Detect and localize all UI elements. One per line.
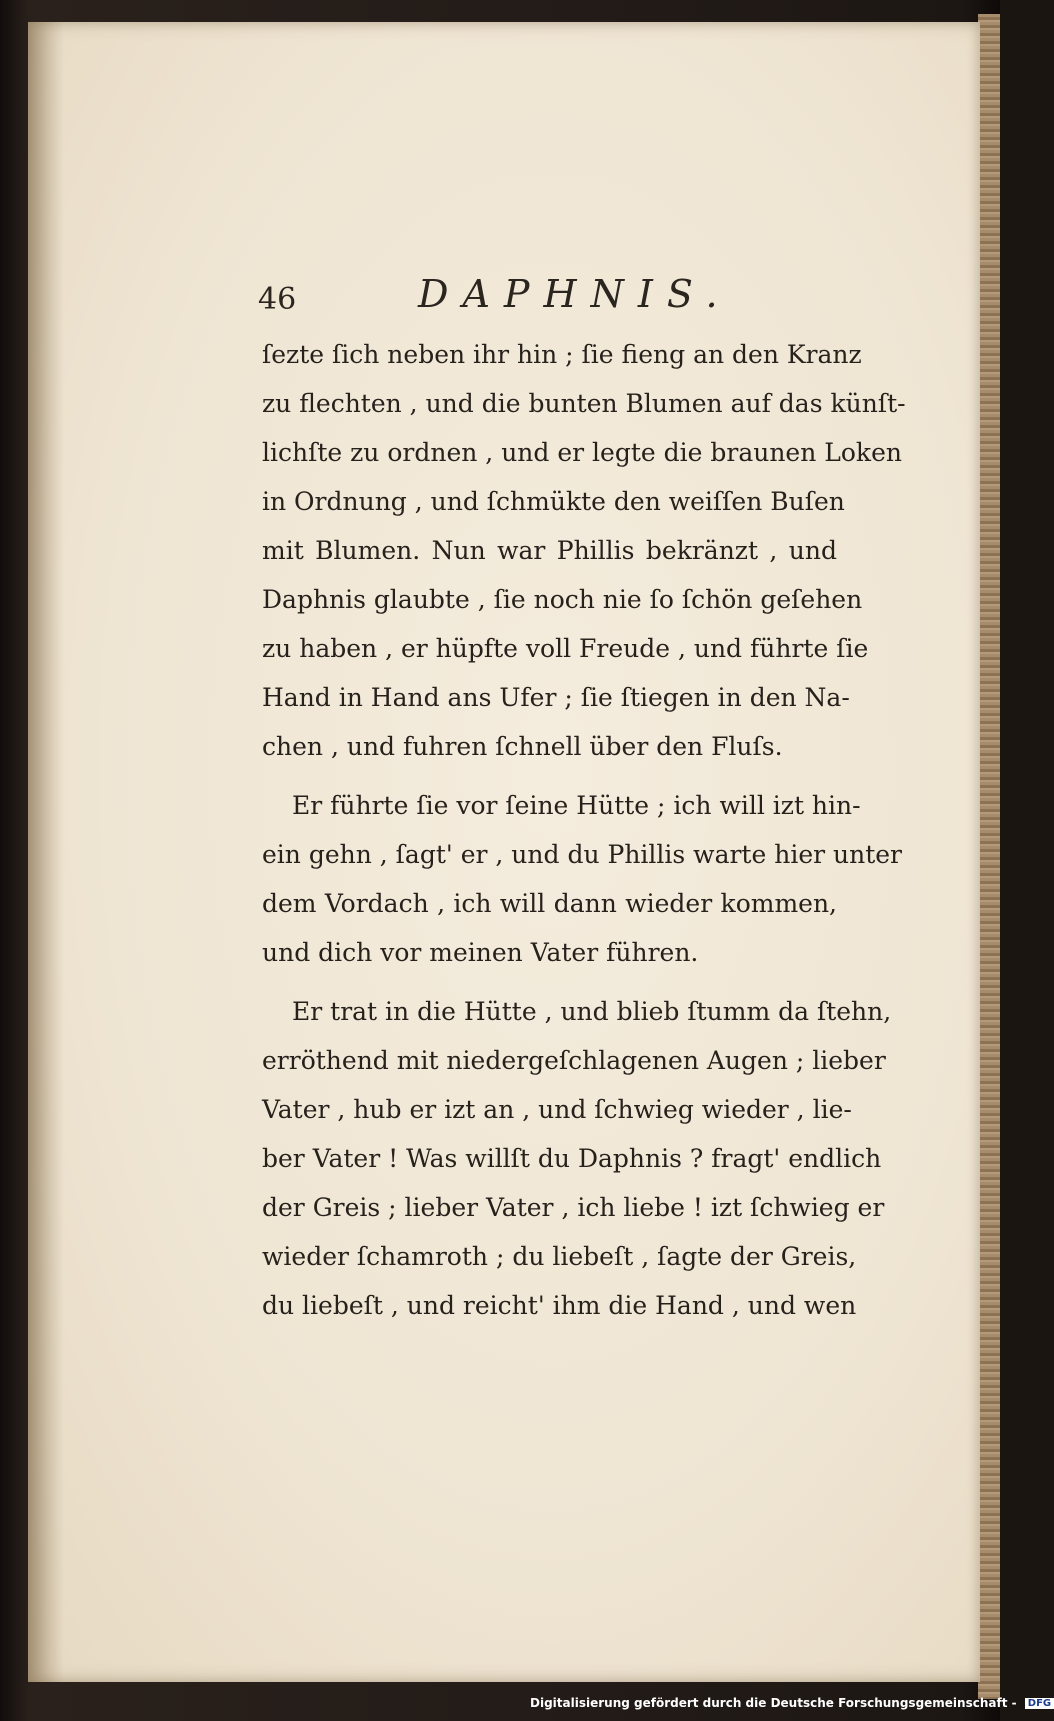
text-line: ein gehn , ſagt' er , und du Phillis warte hier unter — [262, 840, 903, 869]
text-line: der Greis ; lieber Vater , ich liebe ! izt ſchwieg er — [262, 1193, 885, 1222]
gutter-shadow — [28, 22, 64, 1682]
text-line: wieder ſchamroth ; du liebeſt , ſagte der Greis, — [262, 1242, 857, 1271]
text-line: chen , und fuhren ſchnell über den Fluſs. — [262, 732, 783, 761]
paragraph-gap — [262, 771, 837, 781]
text-line: zu flechten , und die bunten Blumen auf das künſt- — [262, 389, 906, 418]
page-number: 46 — [258, 282, 297, 317]
text-line: Hand in Hand ans Ufer ; ſie ſtiegen in den Na- — [262, 683, 850, 712]
text-line: in Ordnung , und ſchmükte den weiſſen Buſen — [262, 487, 845, 516]
text-line: zu haben , er hüpfte voll Freude , und führte ſie — [262, 634, 869, 663]
page-header — [258, 272, 732, 322]
text-line: und dich vor meinen Vater führen. — [262, 938, 699, 967]
text-line: Er führte ſie vor ſeine Hütte ; ich will izt hin- — [292, 791, 861, 820]
text-line: ber Vater ! Was willſt du Daphnis ? fragt' endlich — [262, 1144, 882, 1173]
paragraph-gap — [262, 977, 837, 987]
paragraph-2 — [262, 781, 903, 977]
paragraph-3 — [262, 987, 892, 1330]
text-line: dem Vordach , ich will dann wieder kommen, — [262, 889, 837, 918]
dfg-logo: DFG — [1025, 1698, 1054, 1709]
text-line: Daphnis glaubte , ſie noch nie ſo ſchön geſehen — [262, 585, 863, 614]
text-line: du liebeſt , und reicht' ihm die Hand , und wen — [262, 1291, 857, 1320]
text-line: Er trat in die Hütte , und blieb ſtumm da ſtehn, — [292, 997, 892, 1026]
paragraph-1 — [262, 330, 906, 771]
book-page-edges — [978, 14, 1000, 1699]
text-line: ſezte ſich neben ihr hin ; ſie fieng an den Kranz — [262, 340, 862, 369]
text-line: mit Blumen. Nun war Phillis bekränzt , und — [262, 536, 837, 565]
body-text — [262, 330, 906, 1330]
text-line: Vater , hub er izt an , und ſchwieg wieder , lie- — [262, 1095, 852, 1124]
running-title: DAPHNIS. — [418, 272, 732, 316]
digitization-credit — [530, 1696, 1052, 1716]
text-line: erröthend mit niedergeſchlagenen Augen ; lieber — [262, 1046, 886, 1075]
text-line: lichſte zu ordnen , und er legte die braunen Loken — [262, 438, 902, 467]
credit-text: Digitalisierung gefördert durch die Deutsche Forschungsgemeinschaft - — [530, 1696, 1017, 1710]
